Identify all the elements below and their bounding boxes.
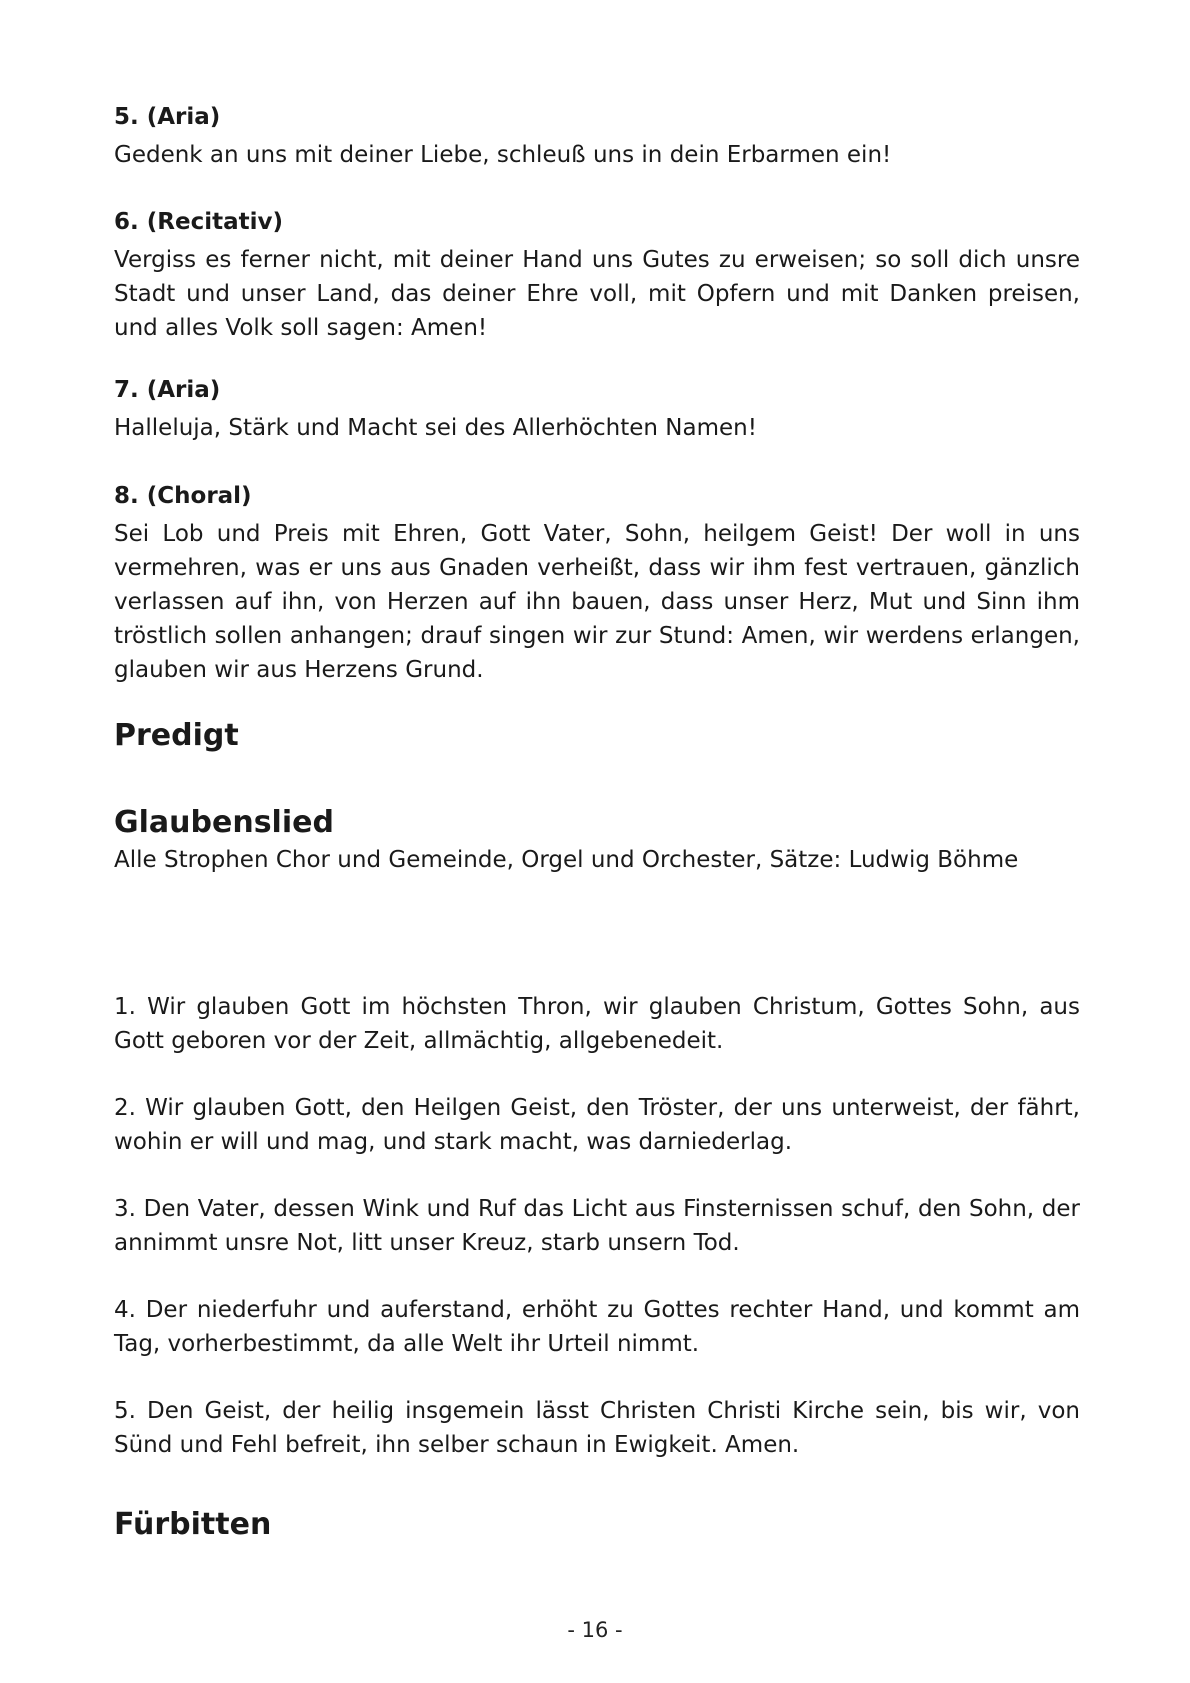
section-label: 8. (Choral) xyxy=(114,483,252,509)
section-aria-5 xyxy=(114,100,1080,172)
glaubenslied-section xyxy=(114,803,1080,877)
verse-5 xyxy=(114,1394,1080,1462)
section-text: Vergiss es ferner nicht, mit deiner Hand uns Gutes zu erweisen; so soll dich unsre Stadt und unser Land, das deiner Ehre voll, mit Opfern und mit Danken preisen, und alles Volk soll sagen: Amen! xyxy=(114,247,1080,341)
section-text: Gedenk an uns mit deiner Liebe, schleuß uns in dein Erbarmen ein! xyxy=(114,142,892,168)
verse-4 xyxy=(114,1293,1080,1361)
verse-3 xyxy=(114,1192,1080,1260)
section-label: 5. (Aria) xyxy=(114,104,221,130)
section-aria-7 xyxy=(114,373,1080,445)
verse-text: 2. Wir glauben Gott, den Heilgen Geist, den Tröster, der uns unterweist, der fährt, wohin er will und mag, und stark macht, was darniederlag. xyxy=(114,1095,1080,1155)
section-text: Sei Lob und Preis mit Ehren, Gott Vater, Sohn, heilgem Geist! Der woll in uns vermehren, was er uns aus Gnaden verheißt, dass wir ihm fest vertrauen, gänzlich verlassen auf ihn, von Herzen auf ihn bauen, dass unser Herz, Mut und Sinn ihm tröstlich sollen anhangen; drauf singen wir zur Stund: Amen, wir werdens erlangen, glauben wir aus Herzens Grund. xyxy=(114,521,1080,683)
section-label: 6. (Recitativ) xyxy=(114,209,283,235)
section-choral-8 xyxy=(114,479,1080,687)
section-recitativ-6 xyxy=(114,205,1080,345)
page-number: - 16 - xyxy=(567,1618,623,1642)
verse-text: 5. Den Geist, der heilig insgemein lässt Christen Christi Kirche sein, bis wir, von Sünd und Fehl befreit, ihn selber schaun in Ewigkeit. Amen. xyxy=(114,1398,1080,1458)
fuerbitten-section xyxy=(114,1505,1080,1545)
verse-2 xyxy=(114,1091,1080,1159)
section-label: 7. (Aria) xyxy=(114,377,221,403)
verse-text: 3. Den Vater, dessen Wink und Ruf das Licht aus Finsternissen schuf, den Sohn, der annimmt unsre Not, litt unser Kreuz, starb unsern Tod. xyxy=(114,1196,1080,1256)
verse-text: 1. Wir glauben Gott im höchsten Thron, wir glauben Christum, Gottes Sohn, aus Gott geboren vor der Zeit, allmächtig, allgebenedeit. xyxy=(114,994,1080,1054)
predigt-heading: Predigt xyxy=(114,718,239,753)
glaubenslied-heading: Glaubenslied xyxy=(114,805,334,840)
glaubenslied-subtitle: Alle Strophen Chor und Gemeinde, Orgel und Orchester, Sätze: Ludwig Böhme xyxy=(114,847,1019,873)
predigt-section xyxy=(114,716,1080,756)
verse-1 xyxy=(114,990,1080,1058)
section-text: Halleluja, Stärk und Macht sei des Allerhöchten Namen! xyxy=(114,415,757,441)
verse-text: 4. Der niederfuhr und auferstand, erhöht zu Gottes rechter Hand, und kommt am Tag, vorherbestimmt, da alle Welt ihr Urteil nimmt. xyxy=(114,1297,1080,1357)
fuerbitten-heading: Fürbitten xyxy=(114,1507,272,1542)
